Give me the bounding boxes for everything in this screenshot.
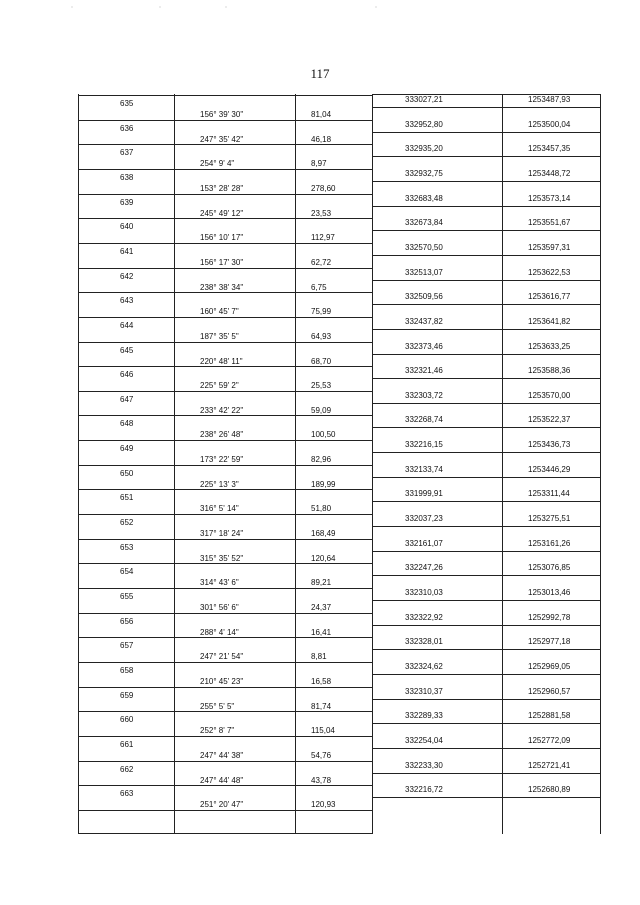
table-row-line [372, 280, 600, 281]
segment-length: 81,04 [311, 110, 332, 119]
table-row-line [372, 452, 600, 453]
point-number: 651 [120, 493, 134, 503]
direction-angle: 252° 8' 7" [200, 726, 235, 736]
direction-angle: 225° 13' 3" [200, 479, 239, 489]
table-row-line [372, 477, 600, 478]
table-row-line [372, 304, 600, 305]
direction-angle: 156° 17' 30" [200, 257, 244, 267]
direction-angle: 210° 45' 23" [200, 676, 244, 686]
direction-angle: 187° 35' 5" [200, 331, 239, 341]
x-coordinate: 332673,84 [405, 218, 443, 228]
direction-angle: 314° 43' 6" [200, 578, 239, 588]
table-row-line [372, 699, 600, 700]
x-coordinate: 332321,46 [405, 366, 443, 376]
x-coordinate: 332310,37 [405, 686, 443, 696]
direction-angle: 288° 4' 14" [200, 627, 239, 637]
segment-length: 68,70 [311, 356, 332, 366]
y-coordinate: 1252977,18 [528, 637, 571, 647]
point-number: 646 [120, 370, 134, 380]
y-coordinate: 1253616,77 [528, 292, 571, 302]
direction-angle: 247° 44' 38" [200, 750, 244, 760]
table-row-line [372, 625, 600, 626]
table-row-line [372, 575, 600, 576]
y-coordinate: 1253487,93 [528, 95, 571, 104]
direction-angle: 156° 10' 17" [200, 233, 244, 243]
point-number: 642 [120, 271, 134, 281]
x-coordinate: 332161,07 [405, 538, 443, 548]
segment-length: 89,21 [311, 578, 332, 588]
point-number: 636 [120, 123, 134, 133]
point-number: 644 [120, 320, 134, 330]
y-coordinate: 1253013,46 [528, 588, 571, 597]
segment-length: 168,49 [311, 529, 336, 539]
x-coordinate: 332932,75 [405, 168, 443, 178]
y-coordinate: 1253633,25 [528, 341, 571, 351]
segment-length: 64,93 [311, 331, 332, 341]
direction-angle: 153° 28' 28" [200, 183, 244, 193]
page-number: 117 [310, 66, 330, 81]
y-coordinate: 1253597,31 [528, 242, 571, 252]
direction-angle: 238° 26' 48" [200, 430, 244, 440]
segment-length: 81,74 [311, 701, 332, 711]
table-row-line [372, 723, 600, 724]
table-row-line [372, 255, 600, 256]
point-number: 650 [120, 468, 134, 478]
point-number: 641 [120, 246, 134, 256]
direction-angle: 254° 9' 4" [200, 159, 235, 169]
point-number: 640 [120, 222, 134, 232]
table-row-line [372, 551, 600, 552]
table-row-line [372, 649, 600, 650]
direction-angle: 220° 48' 11" [200, 356, 243, 366]
point-number: 658 [120, 665, 134, 675]
point-number: 661 [120, 739, 134, 749]
table-row-line [372, 427, 600, 428]
table-row-line [372, 181, 600, 182]
x-coordinate: 332373,46 [405, 341, 443, 351]
direction-angle: 247° 21' 54" [200, 652, 244, 662]
point-number: 638 [120, 172, 134, 182]
y-coordinate: 1253275,51 [528, 514, 571, 524]
segment-length: 100,50 [311, 430, 336, 440]
direction-angle: 233° 42' 22" [200, 405, 244, 415]
y-coordinate: 1252881,58 [528, 711, 571, 721]
y-coordinate: 1253522,37 [528, 415, 571, 425]
y-coordinate: 1253161,26 [528, 538, 571, 548]
segment-length: 59,09 [311, 405, 332, 415]
segment-length: 43,78 [311, 775, 332, 785]
point-number: 655 [120, 592, 134, 601]
table-row-line [372, 132, 600, 133]
table-row-line [372, 674, 600, 675]
direction-angle: 160° 45' 7" [200, 307, 239, 317]
y-coordinate: 1253446,29 [528, 464, 571, 474]
segment-length: 62,72 [311, 257, 332, 267]
x-coordinate: 332254,04 [405, 735, 443, 745]
y-coordinate: 1252772,09 [528, 735, 571, 745]
point-number: 643 [120, 296, 134, 306]
direction-angle: 238° 38' 34" [200, 282, 244, 292]
segment-length: 24,37 [311, 603, 332, 612]
x-coordinate: 332268,74 [405, 415, 443, 425]
table-row-line [372, 156, 600, 157]
direction-angle: 317° 18' 24" [200, 529, 244, 539]
point-number: 639 [120, 197, 134, 207]
table-row-line [372, 748, 600, 749]
segment-length: 189,99 [311, 479, 336, 489]
y-coordinate: 1253551,67 [528, 218, 571, 228]
table-row-line [372, 230, 600, 231]
table-column-line [600, 94, 601, 834]
x-coordinate: 332216,15 [405, 440, 443, 450]
direction-angle: 255° 5' 5" [200, 701, 235, 711]
segment-length: 46,18 [311, 134, 332, 144]
segment-length: 25,53 [311, 381, 332, 391]
direction-angle: 315° 35' 52" [200, 553, 244, 563]
x-coordinate: 332322,92 [405, 612, 443, 622]
y-coordinate: 1253622,53 [528, 267, 571, 277]
segment-length: 278,60 [311, 183, 336, 193]
segment-length: 120,64 [311, 553, 336, 563]
y-coordinate: 1253500,04 [528, 119, 571, 129]
y-coordinate: 1252721,41 [528, 760, 571, 770]
x-coordinate: 332324,62 [405, 661, 443, 671]
y-coordinate: 1253436,73 [528, 440, 571, 450]
point-number: 654 [120, 567, 134, 577]
table-row-line [372, 329, 600, 330]
x-coordinate: 332437,82 [405, 316, 443, 326]
point-number: 663 [120, 789, 134, 799]
y-coordinate: 1253573,14 [528, 193, 571, 203]
y-coordinate: 1252960,57 [528, 686, 571, 696]
y-coordinate: 1253076,85 [528, 563, 571, 573]
table-row-line [372, 526, 600, 527]
y-coordinate: 1253457,35 [528, 144, 571, 154]
segment-length: 82,96 [311, 455, 332, 465]
y-coordinate: 1253641,82 [528, 316, 571, 326]
x-coordinate: 332935,20 [405, 144, 443, 154]
y-coordinate: 1253448,72 [528, 168, 571, 178]
x-coordinate: 332303,72 [405, 390, 443, 400]
point-number: 637 [120, 148, 134, 158]
y-coordinate: 1253311,44 [528, 489, 570, 499]
table-row-line [372, 107, 600, 108]
x-coordinate: 332289,33 [405, 711, 443, 721]
direction-angle: 247° 44' 48" [200, 775, 244, 785]
point-number: 662 [120, 764, 134, 774]
point-number: 649 [120, 444, 134, 454]
direction-angle: 156° 39' 30" [200, 110, 244, 119]
direction-angle: 245° 49' 12" [200, 208, 244, 218]
x-coordinate: 332216,72 [405, 785, 443, 795]
table-row-line [372, 206, 600, 207]
x-coordinate: 332310,03 [405, 588, 443, 597]
y-coordinate: 1253588,36 [528, 366, 571, 376]
segment-length: 16,41 [311, 627, 332, 637]
direction-angle: 225° 59' 2" [200, 381, 239, 391]
segment-length: 8,97 [311, 159, 327, 169]
point-number: 653 [120, 542, 134, 552]
point-number: 656 [120, 616, 134, 626]
point-number: 657 [120, 641, 134, 651]
segment-length: 115,04 [311, 726, 335, 736]
table-row-line [372, 378, 600, 379]
segment-length: 23,53 [311, 208, 332, 218]
point-number: 660 [120, 715, 134, 725]
point-number: 648 [120, 419, 134, 429]
direction-angle: 251° 20' 47" [200, 800, 244, 810]
segment-length: 75,99 [311, 307, 332, 317]
point-number: 635 [120, 99, 134, 108]
point-number: 645 [120, 345, 134, 355]
point-number: 652 [120, 518, 134, 528]
direction-angle: 316° 5' 14" [200, 504, 239, 514]
x-coordinate: 332133,74 [405, 464, 443, 474]
point-number: 647 [120, 394, 134, 404]
point-number: 659 [120, 690, 134, 700]
x-coordinate: 332037,23 [405, 514, 443, 524]
table-row-line [372, 773, 600, 774]
segment-length: 54,76 [311, 750, 332, 760]
table-bottom-line [78, 833, 372, 834]
y-coordinate: 1252992,78 [528, 612, 571, 622]
y-coordinate: 1252969,05 [528, 661, 571, 671]
y-coordinate: 1252680,89 [528, 785, 571, 795]
direction-angle: 301° 56' 6" [200, 603, 239, 612]
scan-specks [0, 6, 640, 8]
x-coordinate: 332570,50 [405, 242, 443, 252]
x-coordinate: 333027,21 [405, 95, 443, 104]
x-coordinate: 331999,91 [405, 489, 443, 499]
x-coordinate: 332233,30 [405, 760, 443, 770]
segment-length: 6,75 [311, 282, 327, 292]
table-row-line [372, 501, 600, 502]
segment-length: 16,58 [311, 676, 332, 686]
coordinate-table [78, 94, 600, 834]
segment-length: 112,97 [311, 233, 335, 243]
direction-angle: 173° 22' 59" [200, 455, 244, 465]
y-coordinate: 1253570,00 [528, 390, 571, 400]
direction-angle: 247° 35' 42" [200, 134, 244, 144]
table-row-line [372, 403, 600, 404]
segment-length: 51,80 [311, 504, 332, 514]
x-coordinate: 332247,26 [405, 563, 443, 573]
segment-length: 120,93 [311, 800, 336, 810]
x-coordinate: 332513,07 [405, 267, 443, 277]
x-coordinate: 332509,56 [405, 292, 443, 302]
x-coordinate: 332328,01 [405, 637, 443, 647]
x-coordinate: 332952,80 [405, 119, 443, 129]
segment-length: 8,81 [311, 652, 327, 662]
table-row-line [78, 95, 372, 96]
table-row-line [372, 797, 600, 798]
x-coordinate: 332683,48 [405, 193, 443, 203]
table-row-line [372, 600, 600, 601]
table-row-line [372, 354, 600, 355]
